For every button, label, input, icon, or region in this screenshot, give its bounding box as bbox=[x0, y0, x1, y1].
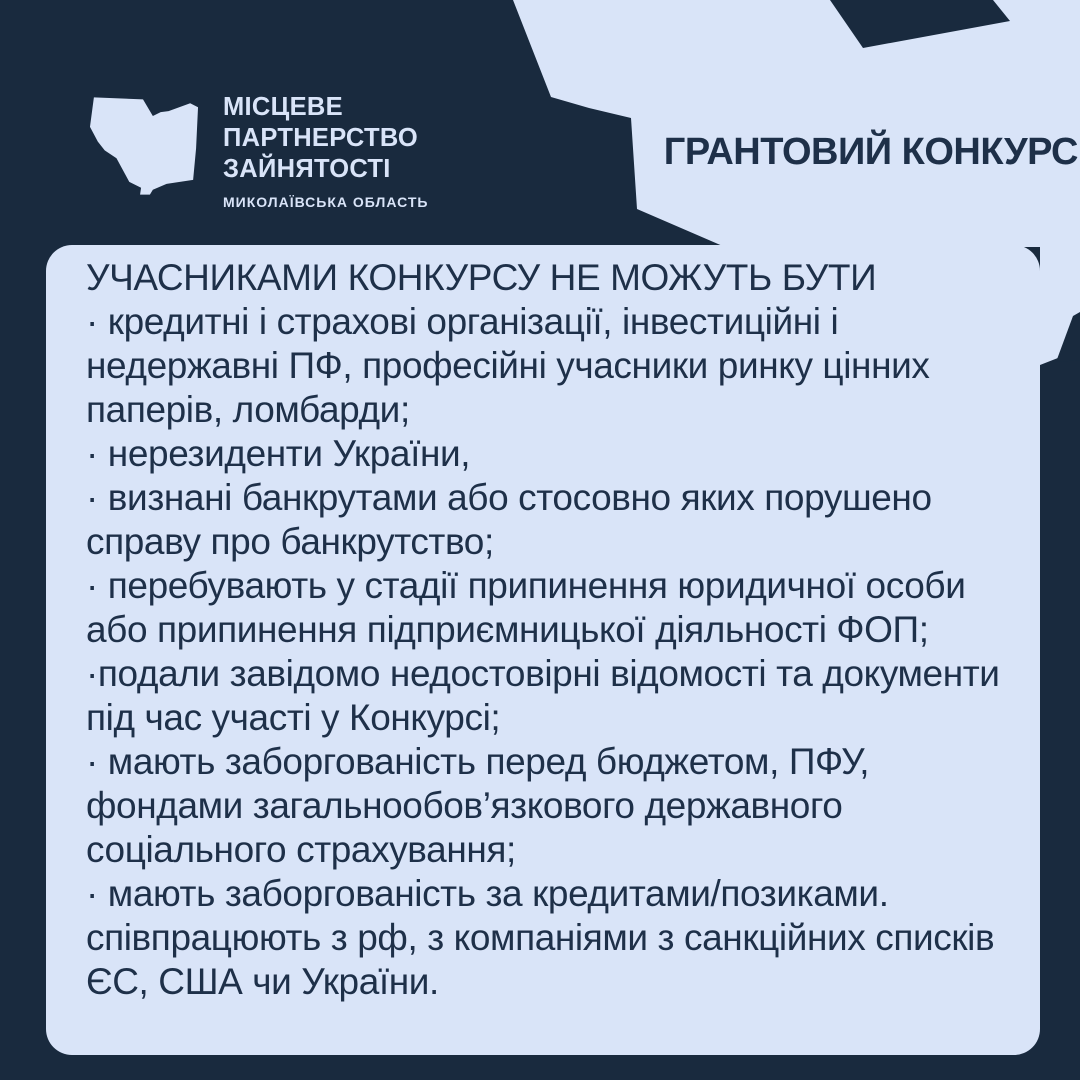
logo-title-line-1: МІСЦЕВЕ bbox=[223, 93, 343, 121]
list-item: · нерезиденти України, bbox=[86, 433, 471, 474]
list-item: ·подали завідомо недостовірні відомості та документи під час участі у Конкурсі; bbox=[86, 653, 1000, 738]
list-item: · перебувають у стадії припинення юридичної особи або припинення підприємницької діяльності ФОП; bbox=[86, 565, 966, 650]
list-item: · мають заборгованість перед бюджетом, ПФУ, фондами загальнообов’язкового державного соціального страхування; bbox=[86, 741, 870, 870]
restrictions-list bbox=[86, 300, 1014, 1004]
brand-logo bbox=[88, 92, 428, 210]
poster-headline: ГРАНТОВИЙ КОНКУРС bbox=[663, 131, 1078, 173]
list-item: · визнані банкрутами або стосовно яких порушено справу про банкрутство; bbox=[86, 477, 932, 562]
content-card bbox=[46, 245, 1040, 1055]
list-item: · мають заборгованість за кредитами/позиками. співпрацюють з рф, з компаніями з санкційних списків ЄС, США чи України. bbox=[86, 873, 995, 1002]
logo-subtitle: МИКОЛАЇВСЬКА ОБЛАСТЬ bbox=[223, 194, 429, 210]
list-item: · кредитні і страхові організації, інвестиційні і недержавні ПФ, професійні учасники ринку цінних паперів, ломбарди; bbox=[86, 301, 930, 430]
card-heading: УЧАСНИКАМИ КОНКУРСУ НЕ МОЖУТЬ БУТИ bbox=[86, 257, 877, 298]
logo-title-line-2: ПАРТНЕРСТВО bbox=[223, 124, 419, 152]
logo-title-line-3: ЗАЙНЯТОСТІ bbox=[223, 155, 391, 183]
region-map-icon bbox=[88, 95, 200, 197]
